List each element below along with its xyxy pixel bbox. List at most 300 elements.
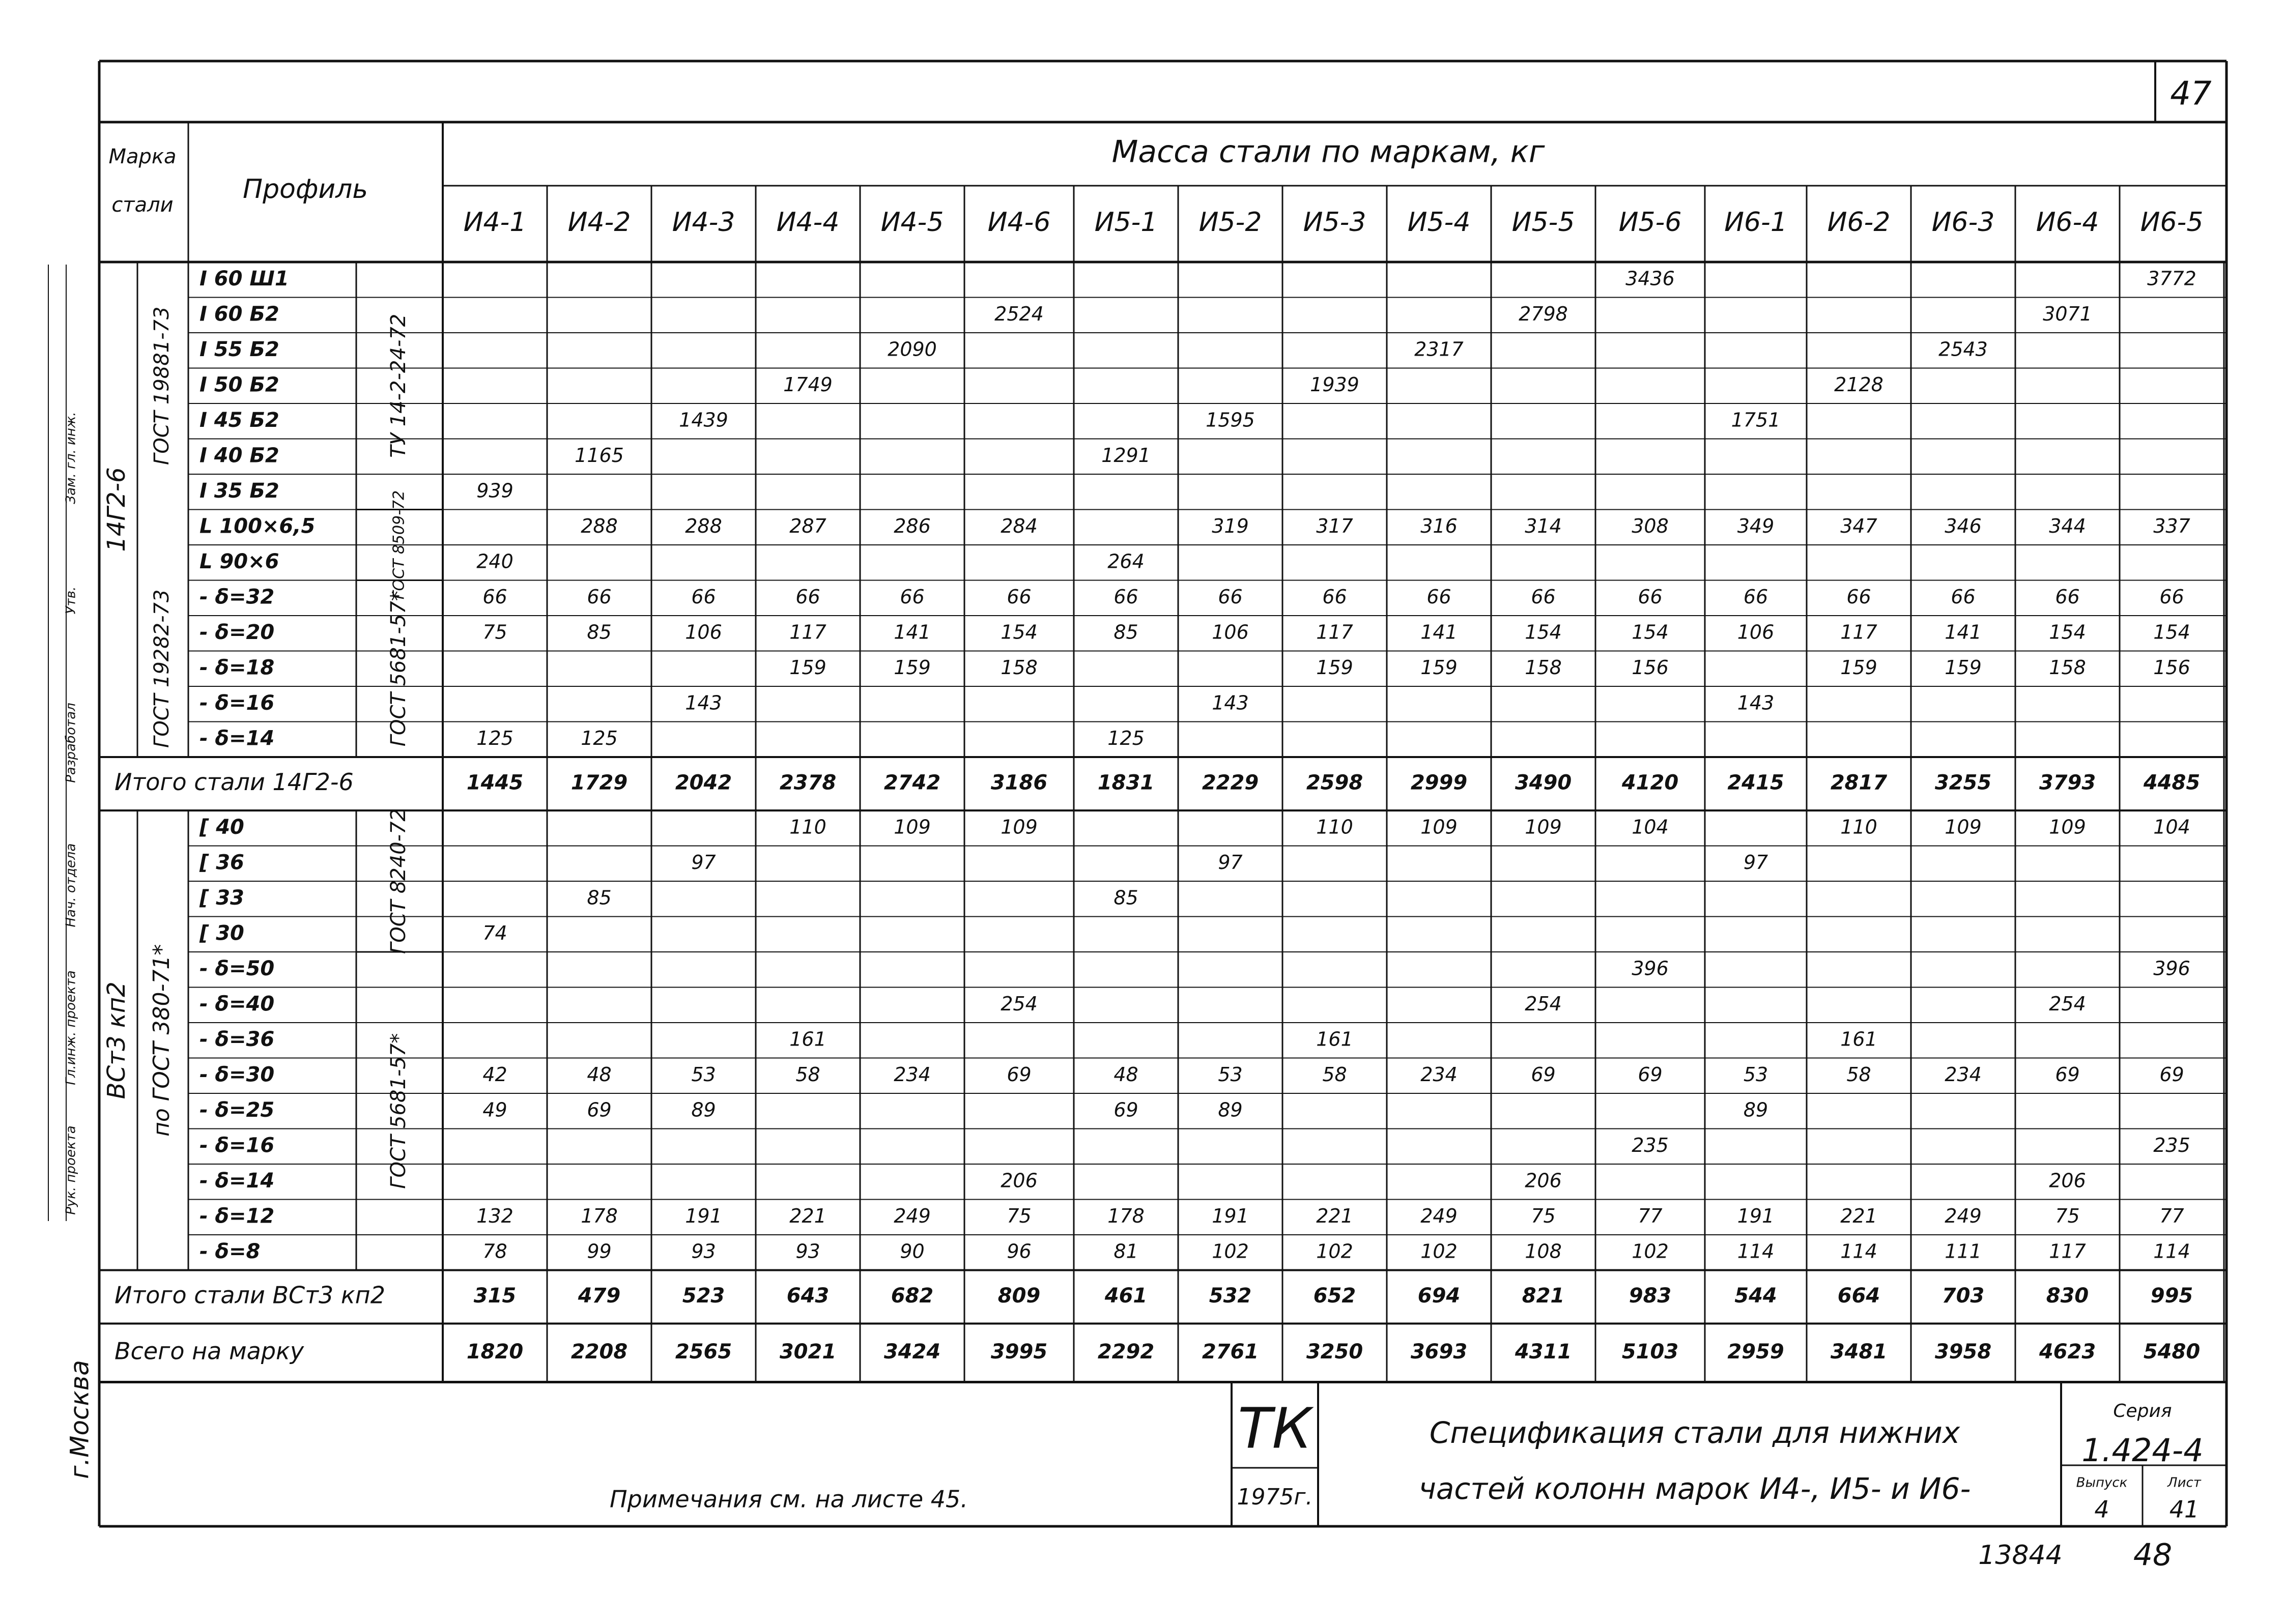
value-cell: 89 [1218,1098,1243,1121]
standard-label: ТУ 14-2-24-72 [387,313,410,458]
grand-total-label: Всего на марку [115,1337,304,1365]
value-cell: 249 [1420,1204,1458,1227]
grand-total-value: 3958 [1934,1340,1992,1364]
mark-label-2: стали [111,193,174,217]
column-header: И5-2 [1198,207,1262,238]
column-header: И5-6 [1618,207,1682,238]
section-total-value: 2415 [1727,771,1784,795]
section-total-label: Итого стали 14Г2-6 [115,768,354,796]
value-cell: 104 [1632,816,1669,838]
side-stamp-label: Рук. проекта [63,1125,79,1215]
value-cell: 132 [476,1204,513,1227]
section-total-value: 3255 [1934,771,1992,795]
value-cell: 161 [789,1028,826,1051]
value-cell: 69 [1531,1063,1556,1086]
value-cell: 319 [1212,514,1249,537]
gost-label: ГОСТ 19881-73 [150,306,174,465]
section-total-value: 2817 [1830,771,1888,795]
section-total-value: 643 [786,1284,830,1308]
table-texts [64,75,2212,1573]
value-cell: 1749 [783,373,833,396]
value-cell: 97 [691,851,716,874]
value-cell: 161 [1316,1028,1353,1051]
grand-total-value: 3021 [779,1340,837,1364]
section-total-value: 830 [2046,1284,2089,1308]
value-cell: 69 [587,1098,612,1121]
value-cell: 234 [1420,1063,1458,1086]
profile-cell: - δ=25 [199,1098,275,1122]
value-cell: 254 [1001,992,1038,1015]
series-value: 1.424-4 [2081,1432,2204,1469]
value-cell: 53 [691,1063,716,1086]
sheet-value: 41 [2169,1495,2200,1523]
value-cell: 191 [1737,1204,1775,1227]
section-total-value: 1831 [1097,771,1155,795]
value-cell: 3071 [2043,302,2092,325]
value-cell: 141 [894,621,931,644]
value-cell: 234 [1945,1063,1982,1086]
value-cell: 75 [482,621,507,644]
value-cell: 110 [1840,816,1877,838]
value-cell: 104 [2153,816,2190,838]
value-cell: 159 [789,656,826,679]
grand-total-value: 3995 [990,1340,1048,1364]
column-header: И4-5 [880,207,944,238]
section-total-value: 703 [1942,1284,1985,1308]
profile-cell: - δ=50 [199,956,275,980]
value-cell: 159 [894,656,931,679]
value-cell: 85 [1114,886,1138,909]
profile-cell: [ 30 [199,921,244,945]
value-cell: 249 [894,1204,931,1227]
org-mark: ТК [1238,1396,1312,1461]
note: Примечания см. на листе 45. [610,1485,968,1513]
grand-total-value: 3250 [1306,1340,1363,1364]
value-cell: 85 [587,621,612,644]
value-cell: 53 [1743,1063,1768,1086]
value-cell: 81 [1114,1240,1138,1263]
value-cell: 141 [1420,621,1458,644]
value-cell: 58 [1846,1063,1871,1086]
grand-total-value: 5103 [1621,1340,1679,1364]
profile-cell: I 40 Б2 [199,444,279,468]
value-cell: 75 [1007,1204,1032,1227]
value-cell: 159 [1316,656,1353,679]
value-cell: 178 [581,1204,618,1227]
value-cell: 317 [1316,514,1353,537]
value-cell: 110 [1316,816,1353,838]
value-cell: 66 [2055,585,2080,608]
section-total-value: 4485 [2143,771,2201,795]
standard-label: ГОСТ 5681-57* [387,1033,410,1189]
value-cell: 66 [1218,585,1243,608]
title-line-2: частей колонн марок И4-, И5- и И6- [1418,1471,1971,1506]
value-cell: 158 [2049,656,2086,679]
value-cell: 125 [476,727,513,749]
column-header: И5-3 [1303,207,1366,238]
profile-cell: - δ=12 [199,1204,275,1228]
profile-cell: [ 40 [199,815,244,839]
value-cell: 206 [2049,1169,2086,1192]
profile-cell: - δ=36 [199,1027,275,1051]
value-cell: 111 [1945,1240,1982,1263]
value-cell: 78 [482,1240,507,1263]
value-cell: 77 [1638,1204,1663,1227]
value-cell: 89 [691,1098,716,1121]
steel-mark: ВСт3 кп2 [102,981,131,1099]
value-cell: 939 [476,479,513,502]
value-cell: 347 [1840,514,1877,537]
section-total-value: 809 [997,1284,1041,1308]
column-header: И6-2 [1827,207,1891,238]
column-header: И6-5 [2140,207,2204,238]
value-cell: 109 [1001,816,1038,838]
value-cell: 221 [789,1204,826,1227]
value-cell: 235 [2153,1134,2190,1156]
value-cell: 66 [1846,585,1871,608]
section-total-value: 3490 [1515,771,1572,795]
section-total-value: 532 [1209,1284,1252,1308]
value-cell: 143 [1737,691,1775,714]
value-cell: 69 [1638,1063,1663,1086]
value-cell: 254 [2049,992,2086,1015]
profile-cell: I 60 Ш1 [199,267,289,291]
profile-cell: - δ=30 [199,1063,275,1087]
value-cell: 156 [1632,656,1669,679]
value-cell: 96 [1007,1240,1032,1263]
value-cell: 206 [1525,1169,1562,1192]
profile-cell: I 60 Б2 [199,302,279,326]
value-cell: 109 [1420,816,1458,838]
value-cell: 2798 [1519,302,1568,325]
value-cell: 117 [1840,621,1877,644]
value-cell: 2090 [888,338,937,361]
value-cell: 99 [587,1240,612,1263]
standard-label: ГОСТ 5681-57* [387,591,410,747]
value-cell: 1939 [1310,373,1359,396]
value-cell: 109 [1945,816,1982,838]
section-total-value: 995 [2150,1284,2193,1308]
value-cell: 66 [691,585,716,608]
value-cell: 159 [1420,656,1458,679]
value-cell: 58 [795,1063,820,1086]
value-cell: 143 [685,691,722,714]
value-cell: 117 [1316,621,1353,644]
value-cell: 97 [1743,851,1768,874]
profile-cell: - δ=40 [199,992,275,1016]
value-cell: 288 [581,514,618,537]
value-cell: 240 [476,550,513,573]
column-header: И4-6 [987,207,1051,238]
value-cell: 1751 [1731,409,1781,431]
value-cell: 161 [1840,1028,1877,1051]
column-header: И4-4 [776,207,840,238]
column-header: И6-4 [2036,207,2099,238]
section-total-value: 2042 [675,771,732,795]
section-total-value: 523 [682,1284,725,1308]
grand-total-value: 3693 [1410,1340,1468,1364]
series-label: Серия [2113,1401,2172,1422]
section-total-value: 1729 [570,771,628,795]
sheet-label: Лист [2167,1475,2201,1491]
value-cell: 346 [1945,514,1982,537]
column-header: И4-2 [567,207,631,238]
value-cell: 141 [1945,621,1982,644]
profile-cell: [ 36 [199,851,244,875]
value-cell: 264 [1107,550,1145,573]
value-cell: 66 [1426,585,1451,608]
value-cell: 48 [587,1063,612,1086]
section-total-value: 694 [1417,1284,1461,1308]
value-cell: 191 [685,1204,722,1227]
value-cell: 77 [2159,1204,2184,1227]
grand-total-value: 1820 [466,1340,524,1364]
value-cell: 97 [1218,851,1243,874]
side-stamp-label: Зам. гл. инж. [63,412,79,504]
footer-page-number: 48 [2133,1537,2173,1573]
value-cell: 66 [1531,585,1556,608]
value-cell: 3772 [2147,267,2196,290]
value-cell: 2543 [1938,338,1988,361]
section-total-value: 682 [891,1284,934,1308]
standard-label: ГОСТ 8509-72 [390,490,408,600]
mark-label-1: Марка [108,145,177,168]
value-cell: 102 [1420,1240,1458,1263]
value-cell: 114 [2153,1240,2190,1263]
value-cell: 74 [482,921,507,944]
profile-cell: - δ=14 [199,727,275,750]
value-cell: 58 [1322,1063,1347,1086]
value-cell: 106 [1737,621,1775,644]
profile-cell: - δ=32 [199,585,275,609]
profile-cell: L 100×6,5 [199,514,316,538]
value-cell: 93 [795,1240,820,1263]
grand-total-value: 2208 [570,1340,628,1364]
value-cell: 125 [581,727,618,749]
column-header: И4-3 [672,207,735,238]
profile-cell: [ 33 [199,886,244,910]
gost-label: ГОСТ 19282-73 [150,589,174,748]
value-cell: 85 [587,886,612,909]
value-cell: 234 [894,1063,931,1086]
grand-total-value: 2761 [1202,1340,1259,1364]
value-cell: 108 [1525,1240,1562,1263]
value-cell: 66 [1951,585,1976,608]
column-header: И5-1 [1094,207,1158,238]
value-cell: 286 [894,514,931,537]
profile-cell: - δ=20 [199,620,275,644]
value-cell: 154 [2153,621,2190,644]
value-cell: 110 [789,816,826,838]
issue-label: Выпуск [2076,1475,2128,1491]
value-cell: 308 [1632,514,1669,537]
value-cell: 69 [1007,1063,1032,1086]
value-cell: 2128 [1834,373,1883,396]
column-header: И6-1 [1724,207,1787,238]
value-cell: 396 [1632,957,1669,980]
value-cell: 1439 [679,409,728,431]
value-cell: 66 [482,585,507,608]
value-cell: 154 [1525,621,1562,644]
value-cell: 117 [789,621,826,644]
value-cell: 93 [691,1240,716,1263]
value-cell: 102 [1212,1240,1249,1263]
value-cell: 156 [2153,656,2190,679]
profile-cell: I 50 Б2 [199,373,279,397]
column-header: И5-5 [1511,207,1575,238]
side-stamp-label: Гл.инж. проекта [63,970,79,1085]
value-cell: 48 [1114,1063,1138,1086]
value-cell: 106 [1212,621,1249,644]
value-cell: 114 [1737,1240,1775,1263]
profile-cell: - δ=14 [199,1169,275,1193]
section-total-value: 2378 [779,771,837,795]
value-cell: 221 [1316,1204,1353,1227]
value-cell: 191 [1212,1204,1249,1227]
value-cell: 125 [1107,727,1145,749]
value-cell: 109 [894,816,931,838]
steel-sub: по ГОСТ 380-71* [149,944,175,1137]
grand-total-value: 3481 [1830,1340,1888,1364]
value-cell: 344 [2049,514,2086,537]
value-cell: 69 [2055,1063,2080,1086]
grand-total-value: 2565 [675,1340,732,1364]
value-cell: 154 [1632,621,1669,644]
grand-total-value: 2959 [1727,1340,1784,1364]
value-cell: 396 [2153,957,2190,980]
value-cell: 102 [1632,1240,1669,1263]
value-cell: 53 [1218,1063,1243,1086]
profile-cell: - δ=8 [199,1239,261,1263]
value-cell: 235 [1632,1134,1669,1156]
value-cell: 159 [1945,656,1982,679]
section-total-value: 821 [1522,1284,1565,1308]
profile-cell: - δ=16 [199,691,275,715]
value-cell: 66 [1007,585,1032,608]
section-total-value: 2229 [1202,771,1259,795]
issue-value: 4 [2094,1495,2109,1523]
section-total-value: 4120 [1621,771,1679,795]
steel-mark: 14Г2-6 [102,467,131,552]
value-cell: 3436 [1625,267,1675,290]
column-header: И5-4 [1407,207,1471,238]
value-cell: 154 [1001,621,1038,644]
value-cell: 109 [2049,816,2086,838]
value-cell: 158 [1525,656,1562,679]
value-cell: 75 [1531,1204,1556,1227]
profile-cell: - δ=18 [199,656,275,680]
section-total-label: Итого стали ВСт3 кп2 [115,1281,385,1309]
side-stamp-label: Утв. [63,586,79,615]
value-cell: 287 [789,514,826,537]
section-total-value: 664 [1837,1284,1880,1308]
section-total-value: 544 [1734,1284,1777,1308]
value-cell: 314 [1525,514,1562,537]
value-cell: 66 [587,585,612,608]
section-total-value: 983 [1629,1284,1672,1308]
value-cell: 66 [900,585,925,608]
value-cell: 66 [1743,585,1768,608]
value-cell: 1165 [575,444,624,467]
value-cell: 249 [1945,1204,1982,1227]
page-number: 47 [2170,75,2212,113]
value-cell: 114 [1840,1240,1877,1263]
value-cell: 288 [685,514,722,537]
section-total-value: 2742 [883,771,941,795]
value-cell: 206 [1001,1169,1038,1192]
section-total-value: 3186 [990,771,1048,795]
column-header: И6-3 [1931,207,1995,238]
grand-total-value: 4311 [1515,1340,1572,1364]
section-total-value: 2999 [1410,771,1468,795]
profile-cell: L 90×6 [199,549,279,573]
value-cell: 337 [2153,514,2190,537]
value-cell: 66 [1322,585,1347,608]
value-cell: 69 [2159,1063,2184,1086]
grand-total-value: 5480 [2143,1340,2201,1364]
value-cell: 66 [1114,585,1138,608]
value-cell: 42 [482,1063,507,1086]
value-cell: 221 [1840,1204,1877,1227]
value-cell: 158 [1001,656,1038,679]
standard-label: ГОСТ 8240-72 [387,808,410,954]
mass-label: Масса стали по маркам, кг [1111,134,1545,170]
value-cell: 284 [1001,514,1038,537]
grand-total-value: 3424 [883,1340,941,1364]
value-cell: 90 [900,1240,925,1263]
section-total-value: 315 [473,1284,517,1308]
value-cell: 66 [795,585,820,608]
value-cell: 66 [2159,585,2184,608]
value-cell: 106 [685,621,722,644]
value-cell: 109 [1525,816,1562,838]
section-total-value: 652 [1313,1284,1356,1308]
value-cell: 143 [1212,691,1249,714]
value-cell: 85 [1114,621,1138,644]
value-cell: 159 [1840,656,1877,679]
grand-total-value: 2292 [1097,1340,1155,1364]
section-total-value: 3793 [2039,771,2096,795]
value-cell: 349 [1737,514,1775,537]
section-total-value: 479 [578,1284,621,1308]
side-stamp-city: г.Москва [65,1360,95,1479]
value-cell: 1595 [1206,409,1255,431]
profile-cell: I 55 Б2 [199,337,279,361]
side-stamp-label: Разработал [63,703,79,783]
profile-cell: I 45 Б2 [199,408,279,432]
value-cell: 154 [2049,621,2086,644]
value-cell: 316 [1420,514,1458,537]
value-cell: 178 [1107,1204,1145,1227]
archive-number: 13844 [1978,1540,2063,1571]
section-total-value: 1445 [466,771,524,795]
grand-total-value: 4623 [2039,1340,2096,1364]
value-cell: 66 [1638,585,1663,608]
value-cell: 102 [1316,1240,1353,1263]
profile-cell: I 35 Б2 [199,479,279,503]
column-header: И4-1 [463,207,527,238]
value-cell: 1291 [1101,444,1151,467]
value-cell: 89 [1743,1098,1768,1121]
value-cell: 2524 [994,302,1044,325]
value-cell: 75 [2055,1204,2080,1227]
section-total-value: 2598 [1306,771,1363,795]
year: 1975г. [1237,1484,1313,1510]
value-cell: 117 [2049,1240,2086,1263]
profile-label: Профиль [242,174,368,205]
title-line-1: Спецификация стали для нижних [1429,1415,1960,1451]
value-cell: 49 [482,1098,507,1121]
